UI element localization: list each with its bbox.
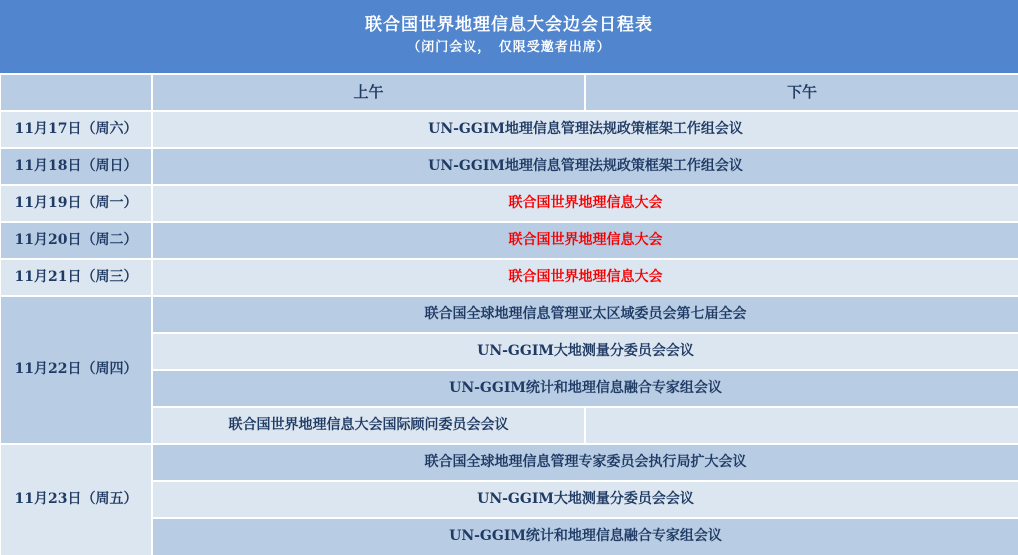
event-cell: UN-GGIM统计和地理信息融合专家组会议: [153, 371, 1018, 406]
event-cell: UN-GGIM地理信息管理法规政策框架工作组会议: [153, 149, 1018, 184]
date-cell-nov17: 11月17日（周六）: [1, 112, 151, 147]
event-cell: UN-GGIM大地测量分委员会会议: [153, 482, 1018, 517]
corner-cell: [1, 75, 151, 110]
event-cell: UN-GGIM地理信息管理法规政策框架工作组会议: [153, 112, 1018, 147]
date-cell-nov23: 11月23日（周五）: [1, 445, 151, 555]
empty-afternoon-cell: [586, 408, 1018, 443]
event-cell-highlighted: 联合国世界地理信息大会: [153, 260, 1018, 295]
column-header-morning: 上午: [153, 75, 584, 110]
date-cell-nov20: 11月20日（周二）: [1, 223, 151, 258]
event-cell-highlighted: 联合国世界地理信息大会: [153, 186, 1018, 221]
schedule-table: [0, 75, 1018, 555]
banner: [0, 0, 1018, 73]
event-cell: 联合国全球地理信息管理专家委员会执行局扩大会议: [153, 445, 1018, 480]
event-cell-morning-only: 联合国世界地理信息大会国际顾问委员会会议: [153, 408, 584, 443]
page-subtitle: （闭门会议， 仅限受邀者出席）: [407, 40, 611, 55]
date-cell-nov22: 11月22日（周四）: [1, 297, 151, 443]
event-cell: UN-GGIM统计和地理信息融合专家组会议: [153, 519, 1018, 555]
event-cell: 联合国全球地理信息管理亚太区域委员会第七届全会: [153, 297, 1018, 332]
date-cell-nov21: 11月21日（周三）: [1, 260, 151, 295]
event-cell: UN-GGIM大地测量分委员会会议: [153, 334, 1018, 369]
date-cell-nov18: 11月18日（周日）: [1, 149, 151, 184]
date-cell-nov19: 11月19日（周一）: [1, 186, 151, 221]
event-cell-highlighted: 联合国世界地理信息大会: [153, 223, 1018, 258]
page-title: 联合国世界地理信息大会边会日程表: [365, 15, 653, 35]
column-header-afternoon: 下午: [586, 75, 1018, 110]
